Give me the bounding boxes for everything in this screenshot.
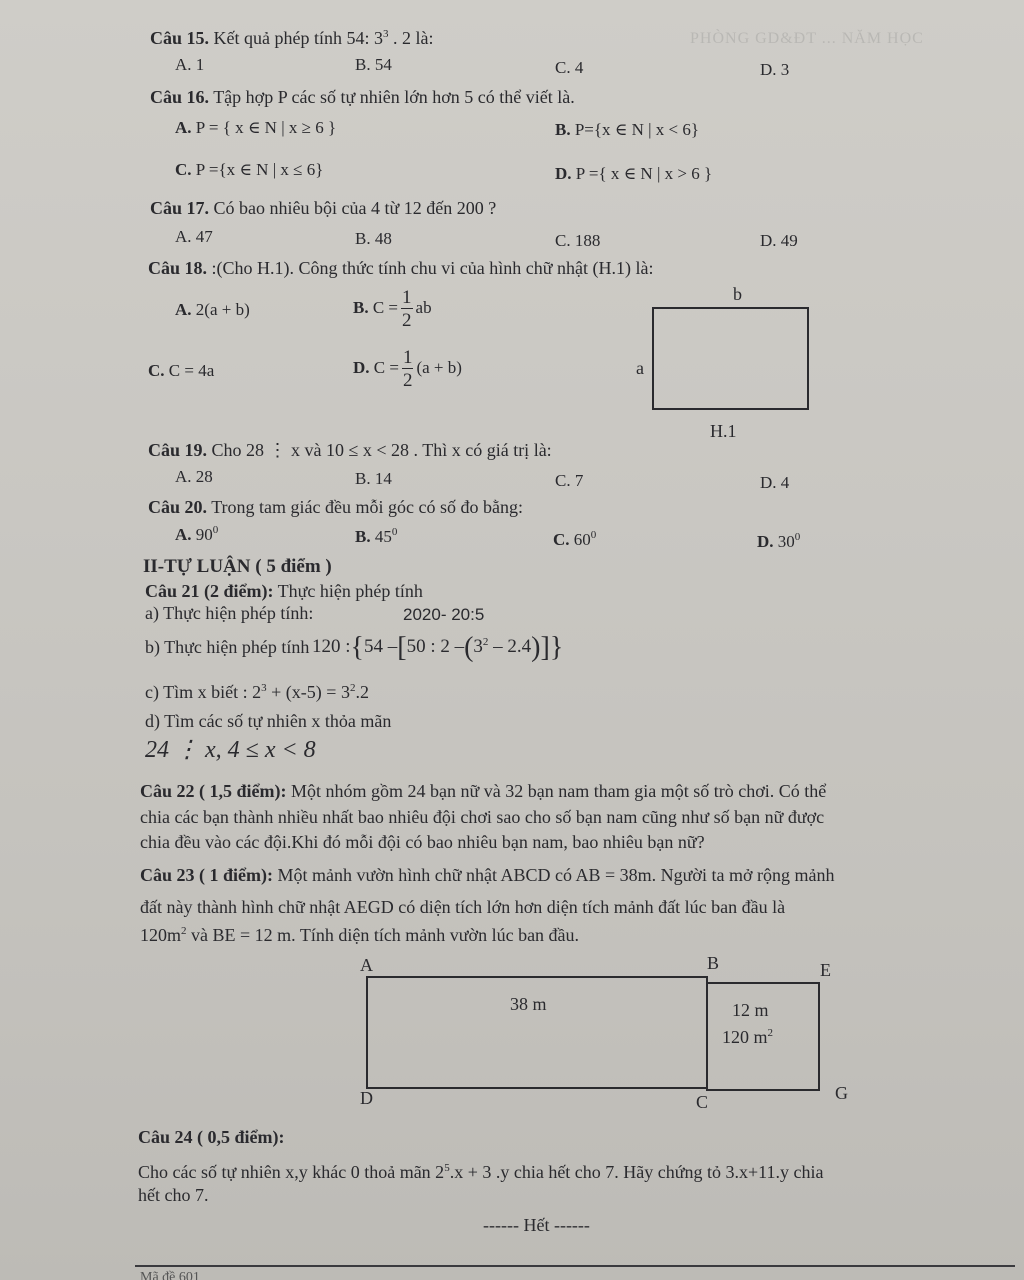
expr-part: 50 : 2 – — [406, 636, 465, 657]
option-value: P={x ∈ N | x < 6} — [574, 120, 700, 139]
q16-option-b — [555, 120, 699, 140]
q17-option-b: B. 48 — [355, 229, 392, 248]
figure-point-g: G — [835, 1083, 848, 1103]
q17-option-c: C. 188 — [555, 231, 601, 250]
q18-option-d — [353, 348, 462, 390]
figure-point-d: D — [360, 1088, 373, 1108]
q20-option-b — [355, 527, 397, 547]
figure-h1-caption: H.1 — [710, 421, 737, 441]
question-label: Câu 19. — [148, 440, 208, 460]
expr-part: .2 — [355, 682, 369, 702]
degree-exponent: 0 — [794, 531, 801, 543]
q15-option-d: D. 3 — [760, 60, 790, 79]
exponent: 2 — [767, 1027, 774, 1039]
option-value: 2(a + b) — [195, 300, 250, 319]
q16-option-a — [175, 118, 336, 138]
exponent: 2 — [181, 925, 187, 937]
figure-length-be: 12 m — [732, 1000, 769, 1020]
question-text: :(Cho H.1). Công thức tính chu vi của hình chữ nhật (H.1) là: — [207, 258, 654, 278]
expr-part: + (x-5) = 3 — [266, 682, 350, 702]
question-label: Câu 23 ( 1 điểm): — [140, 865, 273, 885]
figure-point-a: A — [360, 955, 373, 975]
footer-divider — [135, 1265, 1015, 1267]
q15-option-c: C. 4 — [555, 58, 584, 77]
q21-part-d-expression: 24 ⋮ x, 4 ≤ x < 8 — [145, 737, 316, 763]
figure-point-b: B — [707, 953, 720, 973]
question-17 — [150, 198, 496, 219]
question-24-label: Câu 24 ( 0,5 điểm): — [138, 1127, 285, 1147]
section-title: II-TỰ LUẬN ( 5 điểm ) — [143, 556, 332, 577]
expr-part: c) Tìm x biết : 2 — [145, 682, 262, 702]
option-key: A. — [175, 118, 192, 137]
expr-part: Cho các số tự nhiên x,y khác 0 thoả mãn 2 — [138, 1162, 445, 1182]
fraction-denominator: 2 — [402, 370, 413, 391]
option-key: D. — [757, 532, 774, 551]
question-label: Câu 18. — [148, 258, 208, 278]
q17-option-d: D. 49 — [760, 231, 798, 250]
option-suffix: (a + b) — [416, 357, 462, 377]
fraction-denominator: 2 — [402, 310, 412, 331]
question-21 — [145, 581, 423, 602]
q21-part-d-label: d) Tìm các số tự nhiên x thỏa mãn — [145, 711, 392, 731]
figure-rectangle-abcd — [366, 976, 708, 1089]
expr-part: 54 – — [363, 636, 398, 657]
question-label: Câu 15. — [150, 28, 210, 48]
option-key: B. — [555, 120, 571, 139]
question-23-line-3 — [140, 926, 579, 944]
q21-part-a-label: a) Thực hiện phép tính: — [145, 603, 314, 623]
option-value: C = 4a — [168, 361, 215, 380]
option-value: 60 — [573, 530, 591, 549]
expr-part: 120m — [140, 925, 182, 945]
option-key: C. — [148, 361, 165, 380]
question-label: Câu 22 ( 1,5 điểm): — [140, 781, 287, 801]
option-value: P = { x ∈ N | x ≥ 6 } — [195, 118, 337, 137]
q21-part-b-expression — [312, 632, 563, 664]
question-label: Câu 21 (2 điểm): — [145, 581, 274, 601]
option-key: A. — [175, 525, 192, 544]
degree-exponent: 0 — [212, 524, 219, 536]
fraction-numerator: 1 — [402, 347, 413, 368]
q16-option-d — [555, 164, 712, 184]
question-18 — [148, 258, 653, 279]
q18-option-a — [175, 300, 250, 320]
option-prefix: C = — [372, 297, 399, 317]
expr-part: – 2.4 — [488, 636, 532, 657]
question-text-tail: . 2 là: — [388, 28, 434, 48]
fraction-numerator: 1 — [402, 287, 412, 308]
question-text: Trong tam giác đều mỗi góc có số đo bằng: — [207, 497, 523, 517]
fraction — [401, 288, 413, 330]
figure-h1-label-a: a — [636, 358, 644, 378]
option-key: C. — [553, 530, 570, 549]
option-value: P ={x ∈ N | x ≤ 6} — [195, 160, 324, 179]
option-key: B. — [353, 297, 369, 317]
degree-exponent: 0 — [590, 529, 597, 541]
question-16 — [150, 87, 575, 108]
figure-length-ab: 38 m — [510, 994, 547, 1014]
q18-option-c — [148, 361, 214, 381]
question-19 — [148, 440, 552, 461]
question-text: Có bao nhiêu bội của 4 từ 12 đến 200 ? — [209, 198, 497, 218]
option-prefix: C = — [373, 357, 399, 377]
left-brace-icon: { — [350, 632, 364, 663]
question-22-line-3: chia đều vào các đội.Khi đó mỗi đội có bao nhiêu bạn nam, bao nhiêu bạn nữ? — [140, 832, 705, 852]
question-20 — [148, 497, 523, 518]
option-key: D. — [555, 164, 572, 183]
q17-option-a: A. 47 — [175, 227, 213, 246]
question-text: Một nhóm gồm 24 bạn nữ và 32 bạn nam tham gia một số trò chơi. Có thể — [286, 781, 827, 801]
exponent: 5 — [444, 1162, 450, 1174]
q19-option-b: B. 14 — [355, 469, 392, 488]
left-bracket-icon: [ — [397, 632, 407, 663]
exponent: 2 — [349, 682, 356, 694]
option-value: 30 — [777, 532, 795, 551]
end-marker: ------ Hết ------ — [483, 1215, 590, 1235]
question-23-line-2: đất này thành hình chữ nhật AEGD có diện tích lớn hơn diện tích mảnh đất lúc ban đầu là — [140, 897, 786, 917]
q15-option-a: A. 1 — [175, 55, 205, 74]
ghost-header-text: PHÒNG GD&ĐT ... NĂM HỌC — [690, 30, 924, 47]
option-value: P ={ x ∈ N | x > 6 } — [575, 164, 713, 183]
exponent: 3 — [261, 682, 267, 694]
q15-option-b: B. 54 — [355, 55, 392, 74]
exponent: 2 — [482, 636, 489, 648]
q19-option-d: D. 4 — [760, 473, 790, 492]
question-text: Cho 28 ⋮ x và 10 ≤ x < 28 . Thì x có giá trị là: — [207, 440, 552, 460]
q16-option-c — [175, 160, 323, 180]
q20-option-c — [553, 530, 596, 550]
right-bracket-icon: ] — [540, 632, 550, 663]
right-brace-icon: } — [549, 632, 564, 663]
question-23-line-1 — [140, 866, 834, 884]
degree-exponent: 0 — [391, 526, 398, 538]
question-label: Câu 17. — [150, 198, 210, 218]
figure-point-c: C — [696, 1092, 709, 1112]
right-paren-icon: ) — [531, 632, 541, 663]
q21-part-c — [145, 683, 369, 701]
question-label: Câu 16. — [150, 87, 210, 107]
exponent: 3 — [383, 28, 389, 40]
question-text: Một mảnh vườn hình chữ nhật ABCD có AB = 38m. Người ta mở rộng mảnh — [273, 865, 835, 885]
question-text: Tập hợp P các số tự nhiên lớn hơn 5 có thể viết là. — [209, 87, 575, 107]
option-suffix: ab — [415, 297, 432, 317]
figure-h1-rectangle — [652, 307, 809, 410]
figure-point-e: E — [820, 960, 831, 980]
option-key: C. — [175, 160, 192, 179]
footer-partial-text: Mã đề 601 — [140, 1270, 200, 1280]
expr-part: .x + 3 .y chia hết cho 7. Hãy chứng tỏ 3.x+11.y chia — [449, 1162, 824, 1182]
q21-part-b-label: b) Thực hiện phép tính — [145, 637, 310, 657]
figure-area — [722, 1027, 773, 1048]
option-key: B. — [355, 527, 371, 546]
area-value: 120 m — [722, 1027, 768, 1047]
expr-part: và BE = 12 m. Tính diện tích mảnh vườn lúc ban đầu. — [186, 925, 580, 945]
question-22-line-1 — [140, 782, 826, 800]
left-paren-icon: ( — [464, 632, 474, 663]
option-key: D. — [353, 357, 370, 377]
question-22-line-2: chia các bạn thành nhiều nhất bao nhiêu đội chơi sao cho số bạn nam cũng như số bạn nữ được — [140, 807, 825, 827]
question-text: Thực hiện phép tính — [273, 581, 423, 601]
question-24-line-1 — [138, 1163, 824, 1181]
option-value: 90 — [195, 525, 213, 544]
figure-h1-label-b: b — [733, 284, 742, 304]
fraction — [402, 348, 414, 390]
q20-option-a — [175, 525, 218, 545]
question-label: Câu 20. — [148, 497, 208, 517]
q19-option-c: C. 7 — [555, 471, 584, 490]
question-24-line-2: hết cho 7. — [138, 1185, 209, 1205]
q21-part-a-expression: 2020- 20:5 — [403, 605, 485, 624]
q18-option-b — [353, 288, 432, 330]
option-key: A. — [175, 300, 192, 319]
q19-option-a: A. 28 — [175, 467, 213, 486]
expr-part: 120 : — [312, 636, 351, 657]
question-15 — [150, 28, 434, 49]
expr-part: 3 — [473, 636, 483, 657]
question-text: Kết quả phép tính 54: 3 — [209, 28, 383, 48]
option-value: 45 — [374, 527, 392, 546]
q20-option-d — [757, 532, 800, 552]
